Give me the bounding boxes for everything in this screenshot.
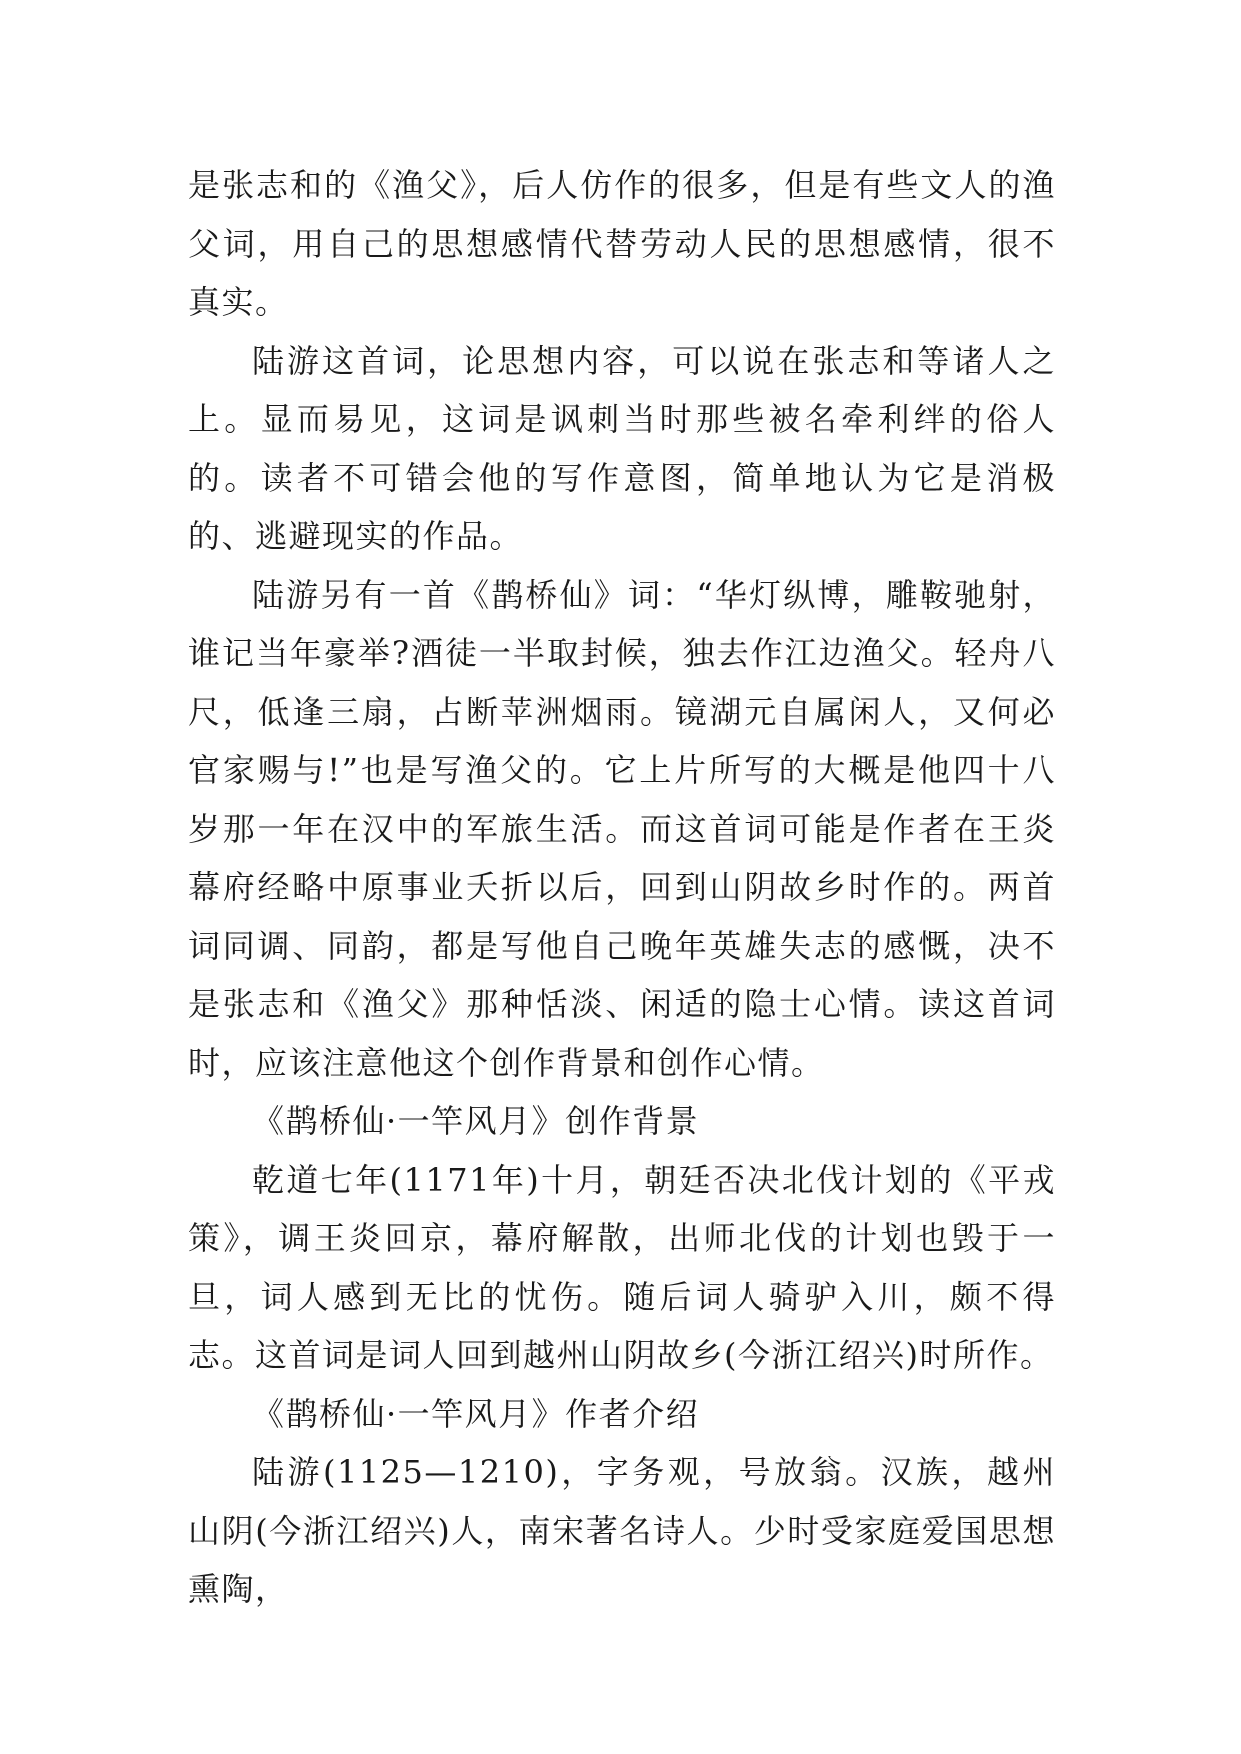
heading-author-introduction: 《鹊桥仙·一竿风月》作者介绍: [252, 1394, 700, 1433]
paragraph-author-introduction: 陆游(1125—1210)，字务观，号放翁。汉族，越州山阴(今浙江绍兴)人，南宋著名诗人。少时受家庭爱国思想熏陶，: [188, 1453, 1056, 1608]
paragraph-yufu-imitations: 是张志和的《渔父》，后人仿作的很多，但是有些文人的渔父词，用自己的思想感情代替劳动人民的思想感情，很不真实。: [188, 166, 1056, 321]
document-body: [188, 156, 1056, 1619]
paragraph-lu-you-ci-thought: 陆游这首词，论思想内容，可以说在张志和等诸人之上。显而易见，这词是讽刺当时那些被名牵利绊的俗人的。读者不可错会他的写作意图，简单地认为它是消极的、逃避现实的作品。: [188, 341, 1056, 555]
paragraph-creation-background: 乾道七年(1171年)十月，朝廷否决北伐计划的《平戎策》，调王炎回京，幕府解散，出师北伐的计划也毁于一旦，词人感到无比的忧伤。随后词人骑驴入川，颇不得志。这首词是词人回到越州山阴故乡(今浙江绍兴)时所作。: [188, 1160, 1056, 1374]
heading-creation-background: 《鹊桥仙·一竿风月》创作背景: [252, 1102, 700, 1140]
paragraph-another-queqiaoxian: 陆游另有一首《鹊桥仙》词：“华灯纵博，雕鞍驰射，谁记当年豪举?酒徒一半取封候，独去作江边渔父。轻舟八尺，低逢三扇，占断苹洲烟雨。镜湖元自属闲人，又何必官家赐与!”也是写渔父的。它上片所写的大概是他四十八岁那一年在汉中的军旅生活。而这首词可能是作者在王炎幕府经略中原事业夭折以后，回到山阴故乡时作的。两首词同调、同韵，都是写他自己晚年英雄失志的感慨，决不是张志和《渔父》那种恬淡、闲适的隐士心情。读这首词时，应该注意他这个创作背景和创作心情。: [188, 575, 1056, 1082]
